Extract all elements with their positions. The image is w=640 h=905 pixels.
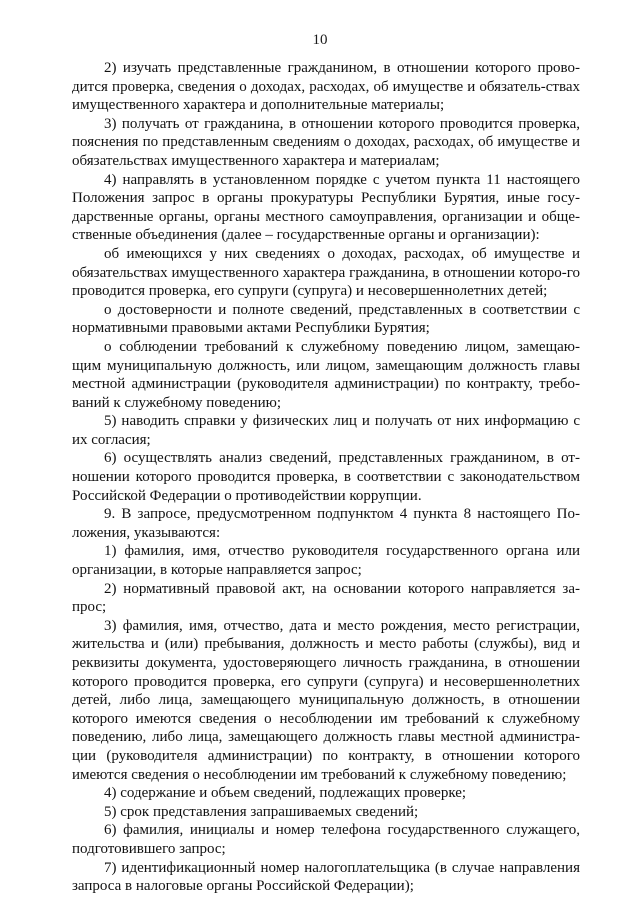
paragraph-section-9-item-7: 7) идентификационный номер налогоплательщика (в случае направления запроса в налоговые органы Российской Федерации); xyxy=(72,859,580,895)
paragraph-section-9-item-4: 4) содержание и объем сведений, подлежащих проверке; xyxy=(104,785,467,802)
paragraph-section-9-item-5: 5) срок представления запрашиваемых сведений; xyxy=(104,803,419,820)
paragraph-subitem-conduct: о соблюдении требований к служебному поведению лицом, замещаю-щим муниципальную должность, или лицом, замещающим должность главы местной администрации (руководителя администрации) по контракту, требо-ваний к служебному поведению; xyxy=(72,338,580,411)
paragraph-section-9-item-1: 1) фамилия, имя, отчество руководителя государственного органа или организации, в которые направляется запрос; xyxy=(72,543,580,579)
paragraph-section-9-item-6: 6) фамилия, инициалы и номер телефона государственного служащего, подготовившего запрос; xyxy=(72,822,580,857)
paragraph-item-5: 5) наводить справки у физических лиц и получать от них информацию с их согласия; xyxy=(72,413,580,448)
page-number: 10 xyxy=(312,32,328,48)
paragraph-item-2: 2) изучать представленные гражданином, в отношении которого прово-дится проверка, сведения о доходах, расходах, об имуществе и обязатель-ствах имущественного характера и дополнительные материалы; xyxy=(72,60,580,114)
paragraph-subitem-income-info: об имеющихся у них сведениях о доходах, расходах, об имуществе и обязательствах имущественного характера гражданина, в отношении которо-го проводится проверка, его супруги (супруга) и несовершеннолетних детей; xyxy=(72,245,580,300)
paragraph-section-9-item-2: 2) нормативный правовой акт, на основании которого направляется за-прос; xyxy=(72,580,580,616)
paragraph-item-4: 4) направлять в установленном порядке с учетом пункта 11 настоящего Положения запрос в органы прокуратуры Республики Бурятия, иные госу-дарственные органы, органы местного самоуправления, организации и обще-ственные объединения (далее – государственные органы и организации): xyxy=(72,171,580,244)
paragraph-item-6: 6) осуществлять анализ сведений, представленных гражданином, в от-ношении которого проводится проверка, в соответствии с законодательством Российской Федерации о противодействии коррупции. xyxy=(72,450,580,504)
document-body xyxy=(72,59,580,896)
paragraph-section-9: 9. В запросе, предусмотренном подпунктом 4 пункта 8 настоящего По-ложения, указываются: xyxy=(72,506,580,541)
paragraph-section-9-item-3: 3) фамилия, имя, отчество, дата и место рождения, место регистрации, жительства и (или) пребывания, должность и место работы (службы), вид и реквизиты документа, удостоверяющего личность гражданина, в отношении которого проводится проверка, его супруги (супруга) и несовершеннолетних детей, либо лица, замещающего муниципальную должность, в отношении которого имеются сведения о несоблюдении им требований к служебному поведению, либо лица, замещающего должность главы местной администра-ции (руководителя администрации) по контракту, в отношении которого имеются сведения о несоблюдении им требований к служебному поведению; xyxy=(72,617,580,783)
paragraph-item-3: 3) получать от гражданина, в отношении которого проводится проверка, пояснения по представленным сведениям о доходах, расходах, об имуществе и обязательствах имущественного характера и материалам; xyxy=(72,115,580,169)
paragraph-subitem-accuracy: о достоверности и полноте сведений, представленных в соответствии с нормативными правовыми актами Республики Бурятия; xyxy=(72,301,580,337)
